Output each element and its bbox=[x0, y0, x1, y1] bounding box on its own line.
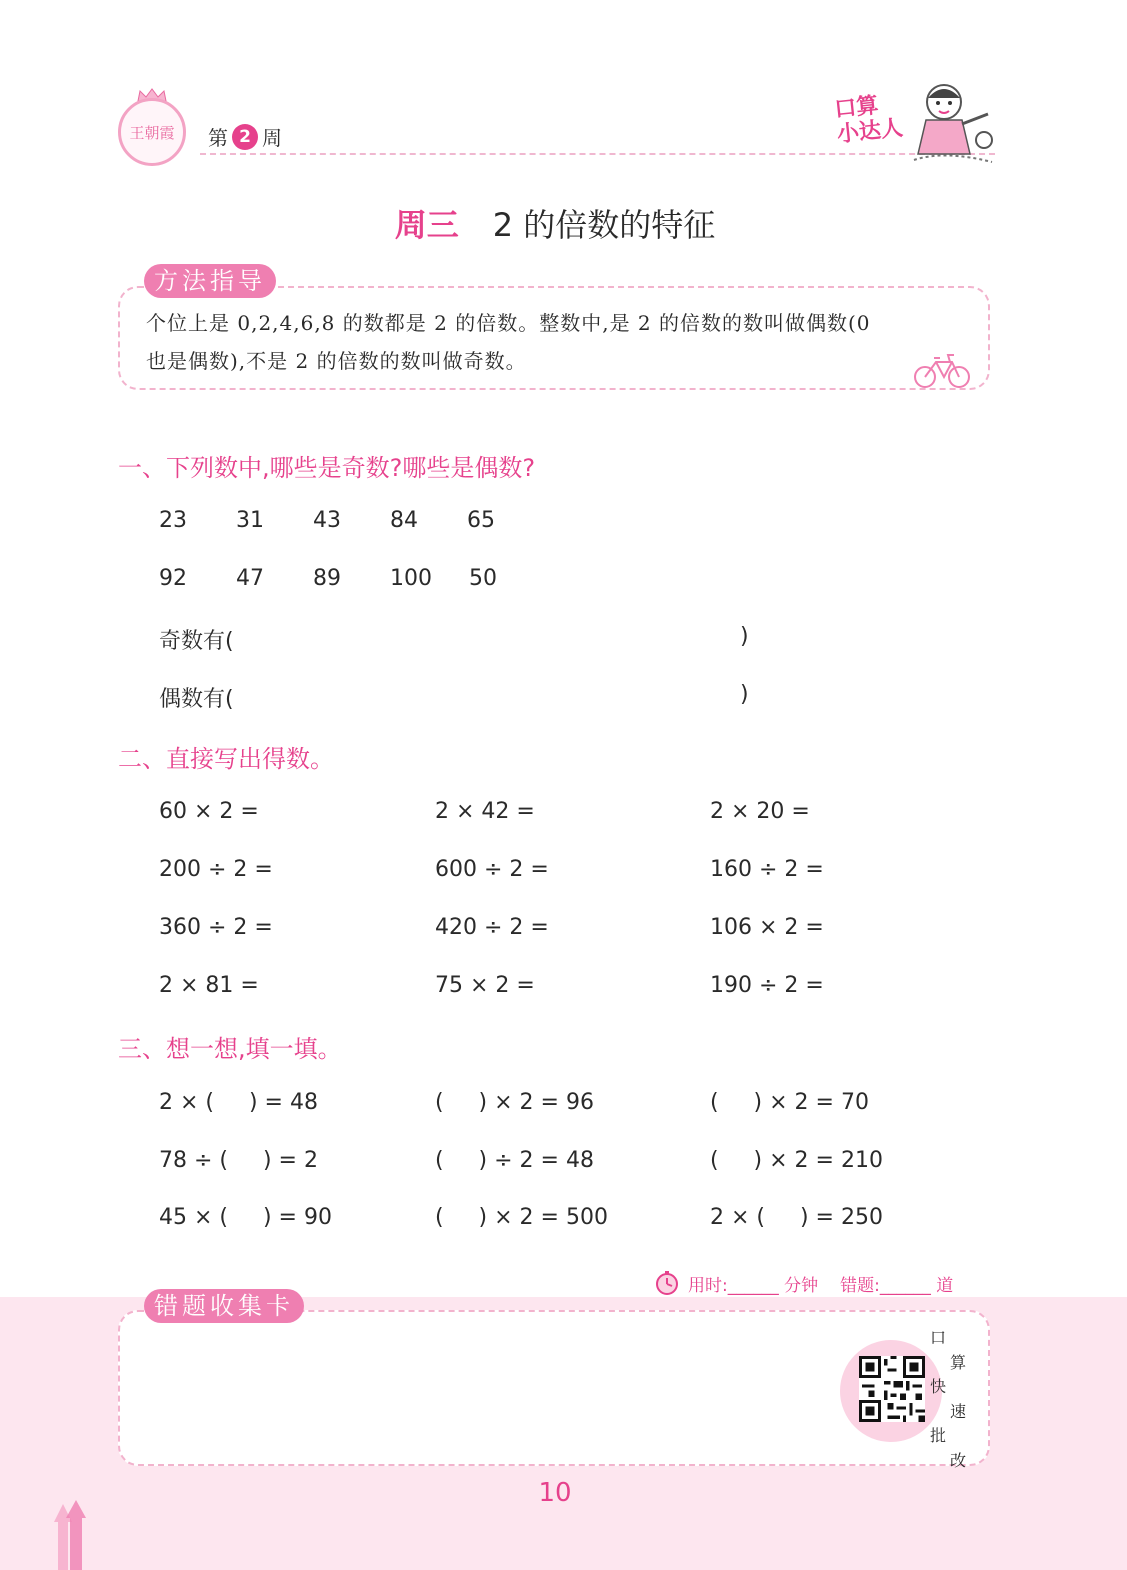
section-1-title: 一、下列数中,哪些是奇数?哪些是偶数? bbox=[118, 454, 536, 482]
brand-line-2: 小达人 bbox=[835, 115, 905, 148]
number-item: 92 bbox=[159, 566, 187, 591]
fill-blank-problem: ( ) × 2 = 96 bbox=[435, 1090, 594, 1115]
number-item: 31 bbox=[236, 508, 264, 533]
fill-blank-problem: 45 × ( ) = 90 bbox=[159, 1205, 332, 1230]
calc-problem: 2 × 20 = bbox=[710, 799, 810, 824]
fill-blank-problem: ( ) ÷ 2 = 48 bbox=[435, 1148, 594, 1173]
number-item: 65 bbox=[467, 508, 495, 533]
brand-logo bbox=[833, 90, 908, 153]
method-line-1: 个位上是 0,2,4,6,8 的数都是 2 的倍数。整数中,是 2 的倍数的数叫做偶数(0 bbox=[146, 311, 871, 335]
mascot-girl-icon bbox=[904, 80, 996, 168]
calc-problem: 75 × 2 = bbox=[435, 973, 535, 998]
stopwatch-icon bbox=[654, 1270, 680, 1296]
week-prefix: 第 bbox=[208, 126, 228, 150]
even-numbers-close: ) bbox=[740, 682, 749, 707]
bicycle-icon bbox=[912, 350, 972, 390]
calc-problem: 190 ÷ 2 = bbox=[710, 973, 824, 998]
odd-numbers-label: 奇数有( bbox=[159, 629, 234, 654]
qr-char: 口 bbox=[930, 1328, 947, 1347]
calc-problem: 2 × 42 = bbox=[435, 799, 535, 824]
calc-problem: 360 ÷ 2 = bbox=[159, 915, 273, 940]
odd-numbers-close: ) bbox=[740, 624, 749, 649]
even-numbers-label: 偶数有( bbox=[159, 687, 234, 712]
author-logo bbox=[118, 98, 186, 166]
calc-problem: 160 ÷ 2 = bbox=[710, 857, 824, 882]
qr-char: 改 bbox=[949, 1450, 966, 1470]
number-item: 23 bbox=[159, 508, 187, 533]
number-item: 50 bbox=[469, 566, 497, 591]
method-line-2: 也是偶数),不是 2 的倍数的数叫做奇数。 bbox=[146, 349, 527, 373]
time-used-label: 用时:______ 分钟 bbox=[688, 1275, 819, 1296]
header-divider bbox=[200, 153, 995, 155]
calc-problem: 106 × 2 = bbox=[710, 915, 824, 940]
fill-blank-problem: ( ) × 2 = 210 bbox=[710, 1148, 883, 1173]
brand-line-1: 口算 bbox=[833, 93, 880, 123]
number-item: 84 bbox=[390, 508, 418, 533]
fill-blank-problem: 78 ÷ ( ) = 2 bbox=[159, 1148, 318, 1173]
fill-blank-problem: 2 × ( ) = 250 bbox=[710, 1205, 883, 1230]
calc-problem: 420 ÷ 2 = bbox=[435, 915, 549, 940]
page-title bbox=[0, 200, 1110, 246]
fill-blank-problem: ( ) × 2 = 70 bbox=[710, 1090, 869, 1115]
title-topic: 2 的倍数的特征 bbox=[492, 206, 716, 244]
number-item: 100 bbox=[390, 566, 432, 591]
method-guide-text bbox=[146, 304, 982, 380]
qr-code-icon[interactable] bbox=[859, 1356, 925, 1422]
fill-blank-problem: ( ) × 2 = 500 bbox=[435, 1205, 608, 1230]
title-day: 周三 bbox=[394, 206, 459, 244]
section-2-title: 二、直接写出得数。 bbox=[118, 745, 334, 773]
error-card-label: 错题收集卡 bbox=[144, 1289, 304, 1323]
calc-problem: 600 ÷ 2 = bbox=[435, 857, 549, 882]
number-item: 47 bbox=[236, 566, 264, 591]
qr-char: 速 bbox=[949, 1401, 966, 1421]
page-number: 10 bbox=[538, 1478, 572, 1508]
number-item: 43 bbox=[313, 508, 341, 533]
calc-problem: 200 ÷ 2 = bbox=[159, 857, 273, 882]
week-suffix: 周 bbox=[262, 126, 282, 150]
qr-char: 快 bbox=[930, 1377, 947, 1396]
time-error-stats bbox=[654, 1270, 953, 1296]
error-count-label: 错题:______ 道 bbox=[840, 1275, 954, 1296]
qr-char: 算 bbox=[949, 1352, 966, 1372]
qr-caption bbox=[930, 1326, 966, 1473]
number-item: 89 bbox=[313, 566, 341, 591]
calc-problem: 60 × 2 = bbox=[159, 799, 259, 824]
section-3-title: 三、想一想,填一填。 bbox=[118, 1035, 342, 1063]
week-indicator bbox=[208, 122, 282, 151]
arrows-decoration-icon bbox=[54, 1500, 88, 1570]
method-guide-label: 方法指导 bbox=[144, 264, 276, 298]
week-number: 2 bbox=[232, 124, 258, 150]
qr-char: 批 bbox=[930, 1426, 947, 1445]
calc-problem: 2 × 81 = bbox=[159, 973, 259, 998]
fill-blank-problem: 2 × ( ) = 48 bbox=[159, 1090, 318, 1115]
logo-text: 王朝霞 bbox=[129, 123, 175, 142]
